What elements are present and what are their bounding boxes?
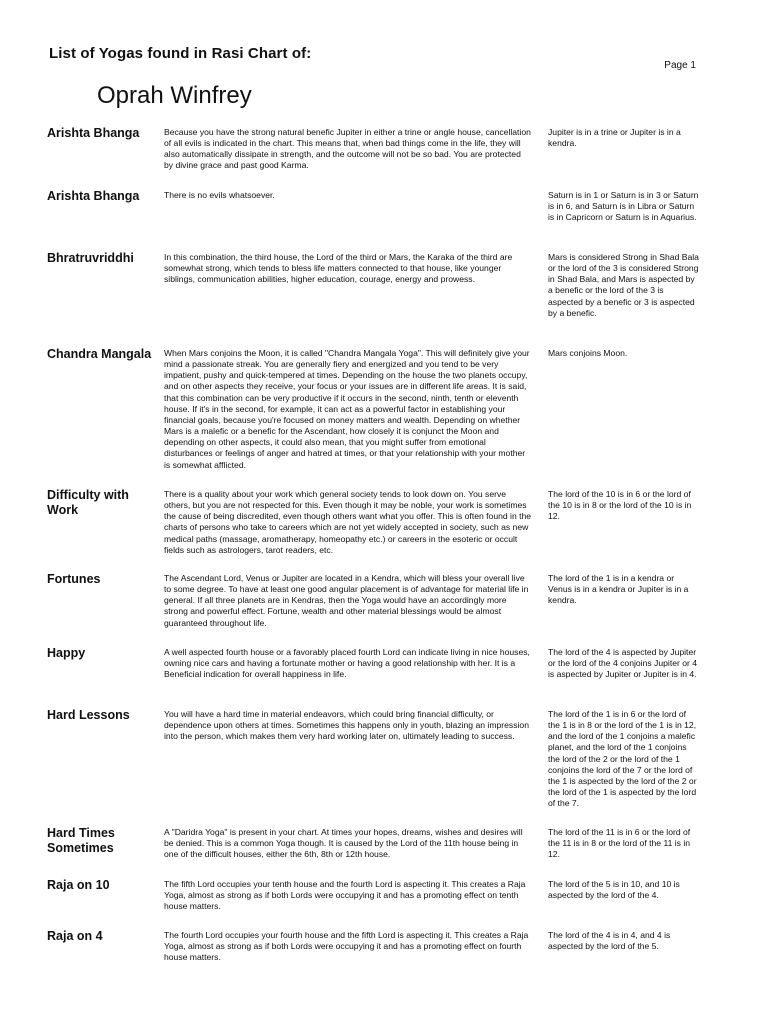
yoga-condition: The lord of the 4 is aspected by Jupiter or the lord of the 4 conjoins Jupiter or 4 is aspected by Jupiter or Jupiter is in 4. <box>548 647 698 680</box>
report-title: List of Yogas found in Rasi Chart of: <box>49 45 312 62</box>
yoga-description: You will have a hard time in material endeavors, which could bring financial difficulty, or dependence upon others at times. Sometimes this happens only in youth, blazing an impression into the person, which makes them very hard working later on, ultimately leading to success. <box>164 709 529 742</box>
yoga-name: Hard Times Sometimes <box>47 826 115 855</box>
yoga-description: When Mars conjoins the Moon, it is called "Chandra Mangala Yoga". This will definitely give your mind a passionate streak. You are generally fiery and energized and you tend to be very impatient, pushy and quick-tempered at times. Depending on the house the two planets occupy, and on other aspects they receive, your focus or your issues are in different life areas. It is said, that this combination can be very productive if it occurs in the second, ninth, tenth or eleventh house. If it's in the second, for example, it can act as a powerful factor in establishing your financial goals, because you're focused on money matters and wealth. Depending on whether Mars is a malefic or a benefic for the Ascendant, how closely it is conjunct the Moon and depending on other aspects, it could also mean, that you might suffer from emotional disturbances or feelings of anger and hatred at times, or that your relationship with your mother is somewhat afflicted. <box>164 348 530 470</box>
yoga-description: In this combination, the third house, the Lord of the third or Mars, the Karaka of the third are somewhat strong, which tends to bless life matters connected to that house, like younger siblings, communication abilities, higher education, courage, energy and prowess. <box>164 252 513 285</box>
yoga-description: Because you have the strong natural benefic Jupiter in either a trine or angle house, cancellation of all evils is indicated in the chart. This means that, when bad things come in the life, they will also automatically dissipate in strength, and the outcome will not be so bad. You are protected by divine grace and past good Karma. <box>164 127 531 171</box>
yoga-description: The Ascendant Lord, Venus or Jupiter are located in a Kendra, which will bless your overall live to some degree. To have at least one good angular placement is of advantage for material life in general. If all three planets are in Kendras, then the Yoga would have an accordingly more strong and powerful effect. Fortune, wealth and other material blessings would be almost guaranteed throughout life. <box>164 573 529 628</box>
yoga-name: Bhratruvriddhi <box>47 251 134 265</box>
yoga-condition: Mars is considered Strong in Shad Bala or the lord of the 3 is considered Strong in Shad Bala, and Mars is aspected by a benefic or the lord of the 3 is aspected by a benefic or 3 is aspected by a benefic. <box>548 252 699 318</box>
yoga-condition: The lord of the 1 is in a kendra or Venus is in a kendra or Jupiter is in a kendra. <box>548 573 689 606</box>
yoga-condition: Mars conjoins Moon. <box>548 348 628 358</box>
yoga-name: Difficulty with Work <box>47 488 129 517</box>
yoga-name: Fortunes <box>47 572 101 586</box>
page-number: Page 1 <box>664 60 696 71</box>
yoga-name: Chandra Mangala <box>47 347 152 361</box>
yoga-description: The fourth Lord occupies your fourth house and the fifth Lord is aspecting it. This creates a Raja Yoga, almost as strong as if both Lords were occupying it and has a promoting effect on fourth house matters. <box>164 930 529 963</box>
yoga-description: There is a quality about your work which general society tends to look down on. You serve others, but you are not respected for this. Even though it may be noble, your work is sometimes the cause of being discredited, even though others want what you offer. This is often found in the charts of persons who take to careers which are not yet widely accepted in society, such as new medical paths (massage, aromatherapy, homeopathy etc.) or careers in the esoteric or occult fields such as astrologers, tarot readers, etc. <box>164 489 532 555</box>
yoga-name: Raja on 4 <box>47 929 103 943</box>
yoga-name: Arishta Bhanga <box>47 126 140 140</box>
yoga-condition: The lord of the 10 is in 6 or the lord of the 10 is in 8 or the lord of the 10 is in 12. <box>548 489 692 522</box>
yoga-condition: The lord of the 4 is in 4, and 4 is aspected by the lord of the 5. <box>548 930 671 952</box>
yoga-name: Happy <box>47 646 86 660</box>
yoga-description: There is no evils whatsoever. <box>164 190 275 200</box>
yoga-condition: The lord of the 1 is in 6 or the lord of the 1 is in 8 or the lord of the 1 is in 12, and the lord of the 1 conjoins a malefic planet, and the lord of the 1 conjoins the lord of the 2 or the lord of the 1 conjoins the lord of the 7 or the lord of the 1 is aspected by the lord of the 2 or the lord of the 1 is aspected by the lord of the 7. <box>548 709 697 809</box>
yoga-condition: The lord of the 5 is in 10, and 10 is aspected by the lord of the 4. <box>548 879 680 901</box>
yoga-description: A "Daridra Yoga" is present in your chart. At times your hopes, dreams, wishes and desires will be denied. This is a common Yoga though. It is caused by the Lord of the 11th house being in one of the difficult houses, either the 6th, 8th or 12th house. <box>164 827 523 860</box>
yoga-description: A well aspected fourth house or a favorably placed fourth Lord can indicate living in nice houses, owning nice cars and having a fortunate mother or having a good relationship with her. It is a Beneficial indication for overall happiness in life. <box>164 647 530 680</box>
yoga-description: The fifth Lord occupies your tenth house and the fourth Lord is aspecting it. This creates a Raja Yoga, almost as strong as if both Lords were occupying it and has a promoting effect on tenth house matters. <box>164 879 526 912</box>
yoga-condition: Jupiter is in a trine or Jupiter is in a kendra. <box>548 127 681 149</box>
yoga-name: Hard Lessons <box>47 708 130 722</box>
yoga-name: Arishta Bhanga <box>47 189 140 203</box>
yoga-condition: The lord of the 11 is in 6 or the lord of the 11 is in 8 or the lord of the 11 is in 12. <box>548 827 691 860</box>
person-name: Oprah Winfrey <box>97 82 252 109</box>
yoga-name: Raja on 10 <box>47 878 110 892</box>
yoga-condition: Saturn is in 1 or Saturn is in 3 or Saturn is in 6, and Saturn is in Libra or Saturn is in Capricorn or Saturn is in Aquarius. <box>548 190 699 223</box>
